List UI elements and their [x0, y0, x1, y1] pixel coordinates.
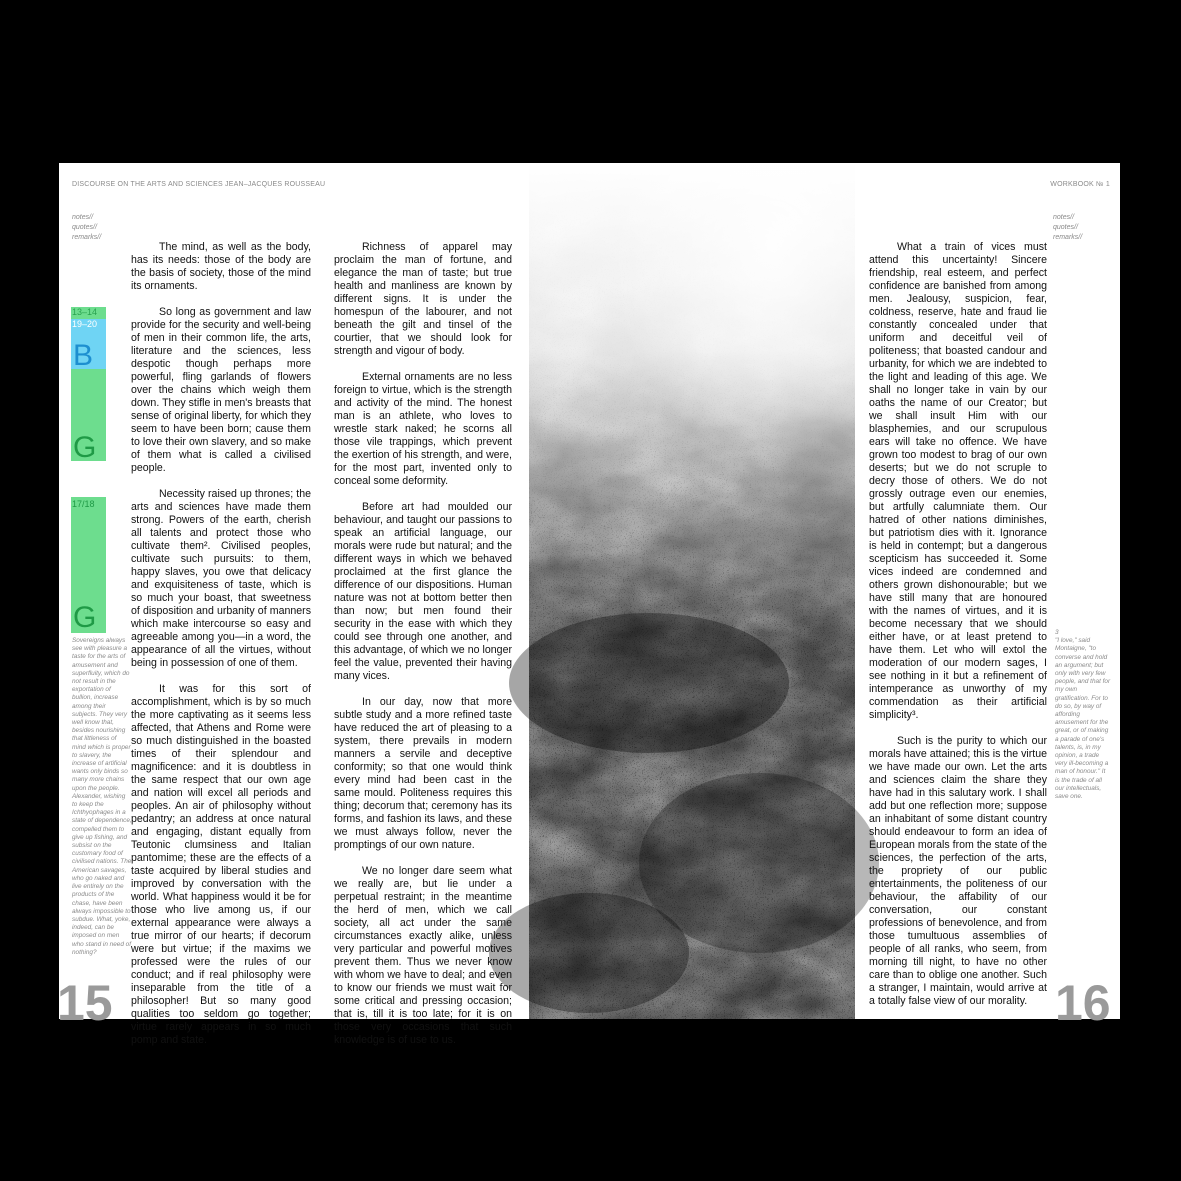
margin-tag-17-18: 17/18	[72, 499, 95, 509]
remarks-label: remarks//	[72, 234, 102, 241]
text-column-2	[334, 241, 512, 1047]
text-column-1	[131, 241, 311, 1047]
paragraph: External ornaments are no less foreign to virtue, which is the strength and activity of the mind. The honest man is an athlete, who loves to wrestle stark naked; he scorns all those vile trappings, which prevent the exertion of his strength, and were, for the most part, invented only to conceal some deformity.	[334, 371, 512, 487]
text-column-3	[869, 241, 1047, 1008]
running-header-title: DISCOURSE ON THE ARTS AND SCIENCES	[72, 181, 223, 188]
paragraph: It was for this sort of accomplishment, which is by so much the more captivating as it seems less affected, that Athens and Rome were so much distinguished in the boasted times of their splendour and magnificence: and it is doubtless in the same respect that our own age and nation will excel all periods and peoples. An air of philosophy without pedantry; an address at once natural and engaging, distant equally from Teutonic clumsiness and Italian pantomime; these are the effects of a taste acquired by liberal studies and improved by conversation with the world. What happiness would it be for those who live among us, if our external appearance were always a true mirror of our hearts; if decorum were but virtue; if the maxims we professed were the rules of our conduct; and if real philosophy were inseparable from the title of a philosopher! But so many good qualities too seldom go together; virtue rarely appears in so much pomp and state.	[131, 683, 311, 1046]
margin-tag-13-14: 13–14	[72, 307, 98, 317]
remarks-label: remarks//	[1053, 234, 1083, 241]
paragraph: Before art had moulded our behaviour, and taught our passions to speak an artificial language, our morals were rude but natural; and the different ways in which we behaved proclaimed at the first glance the difference of our dispositions. Human nature was not at bottom better then than now; but men found their security in the ease with which they could see through one another, and this advantage, of which we no longer feel the value, prevented their having many vices.	[334, 501, 512, 682]
notes-heading-left	[72, 213, 101, 243]
book-spread	[57, 163, 1120, 1046]
paragraph: In our day, now that more subtle study and a more refined taste have reduced the art of pleasing to a system, there prevails in modern manners a servile and deceptive conformity; so that one would think every mind had been cast in the same mould. Politeness requires this thing; decorum that; ceremony has its forms, and fashion its laws, and these we must always follow, never the promptings of our own nature.	[334, 696, 512, 851]
paragraph: Richness of apparel may proclaim the man of fortune, and elegance the man of taste; but true health and manliness are known by different signs. It is under the homespun of the labourer, and not beneath the gilt and tinsel of the courtier, that we should look for strength and vigour of body.	[334, 241, 512, 357]
margin-letter-b: B	[73, 339, 94, 372]
quotes-label: quotes//	[72, 224, 97, 231]
notes-label: notes//	[72, 214, 94, 221]
page-number-left: 15	[57, 975, 113, 1031]
sidenote-sovereigns: Sovereigns always see with pleasure a taste for the arts of amusement and superfluity, which do not result in the exportation of bullion, increase among their subjects. They very well know that, besides nourishing that littleness of mind which is proper to slavery, the increase of artificial wants only binds so many more chains upon the people. Alexander, wishing to keep the Ichthyophages in a state of dependence, compelled them to give up fishing, and subsist on the customary food of civilised nations. The American savages, who go naked and live entirely on the products of the chase, have been always impossible to subdue. What, yoke, indeed, can be imposed on men who stand in need of nothing?	[72, 637, 132, 956]
margin-letter-g-2: G	[73, 601, 97, 634]
page-number-right: 16	[1055, 975, 1111, 1031]
margin-tag-19-20: 19–20	[72, 319, 98, 329]
notes-heading-right	[1053, 213, 1082, 243]
paragraph: The mind, as well as the body, has its needs: those of the body are the basis of society, those of the mind its ornaments.	[131, 241, 311, 292]
footnote-text: "I love," said Montaigne, "to converse and hold an argument; but only with very few people, and that for my own gratification. For to do so, by way of affording amusement for the great, or of making a parade of one's talents, is, in my opinion, a trade very ill-becoming a man of honour." It is the trade of all our intellectuals, save one.	[1055, 637, 1111, 801]
running-header-author: JEAN–JACQUES ROUSSEAU	[225, 181, 326, 188]
sidenote-montaigne	[1055, 629, 1111, 801]
paragraph: What a train of vices must attend this uncertainty! Sincere friendship, real esteem, and perfect confidence are banished from among men. Jealousy, suspicion, fear, coldness, reserve, hate and fraud lie constantly concealed under that uniform and deceitful veil of politeness; that boasted candour and urbanity, for which we are indebted to the light and leading of this age. We shall no longer take in vain by our oaths the name of our Creator; but we shall insult Him with our blasphemies, and our scrupulous ears will take no offence. We have grown too modest to brag of our own deserts; but we do not scruple to decry those of others. We do not grossly outrage even our enemies, but artfully calumniate them. Our hatred of other nations diminishes, but patriotism dies with it. Ignorance is held in contempt; but a dangerous scepticism has succeeded it. Some vices indeed are condemned and others grown dishonourable; but we have still many that are honoured with the names of virtues, and it is become necessary that we should either have, or at least pretend to have them. Let who will extol the moderation of our modern sages, I see nothing in it but a refinement of intemperance as unworthy of my commendation as their artificial simplicity³.	[869, 241, 1047, 721]
ink-texture-image	[529, 163, 855, 1019]
notes-label: notes//	[1053, 214, 1075, 221]
paragraph: Such is the purity to which our morals have attained; this is the virtue we have made our own. Let the arts and sciences claim the share they have had in this salutary work. I shall add but one reflection more; suppose an inhabitant of some distant country should endeavour to form an idea of European morals from the state of the sciences, the perfection of the arts, the propriety of our public entertainments, the politeness of our behaviour, the affability of our conversation, our constant professions of benevolence, and from those tumultuous assemblies of people of all ranks, who seem, from morning till night, to have no other care than to oblige one another. Such a stranger, I maintain, would arrive at a totally false view of our morality.	[869, 735, 1047, 1007]
running-header-workbook: WORKBOOK № 1	[1050, 181, 1110, 188]
paragraph: Necessity raised up thrones; the arts and sciences have made them strong. Powers of the earth, cherish all talents and protect those who cultivate them². Civilised peoples, cultivate such pursuits: to them, happy slaves, you owe that delicacy and exquisiteness of taste, which is so much your boast, that sweetness of disposition and urbanity of manners which make intercourse so easy and agreeable among you—in a word, the appearance of all the virtues, without being in possession of one of them.	[131, 488, 311, 669]
margin-letter-g: G	[73, 431, 97, 464]
paragraph: We no longer dare seem what we really are, but lie under a perpetual restraint; in the meantime the herd of men, which we call society, all act under the same circumstances exactly alike, unless very particular and powerful motives prevent them. Thus we never know with whom we have to deal; and even to know our friends we must wait for some critical and pressing occasion; that is, till it is too late; for it is on those very occasions that such knowledge is of use to us.	[334, 865, 512, 1046]
footnote-number: 3	[1055, 629, 1059, 636]
quotes-label: quotes//	[1053, 224, 1078, 231]
paragraph: So long as government and law provide for the security and well-being of men in their common life, the arts, literature and the sciences, less despotic though perhaps more powerful, fling garlands of flowers over the chains which weigh them down. They stifle in men's breasts that sense of original liberty, for which they seem to have been born; cause them to love their own slavery, and so make of them what is called a civilised people.	[131, 306, 311, 474]
